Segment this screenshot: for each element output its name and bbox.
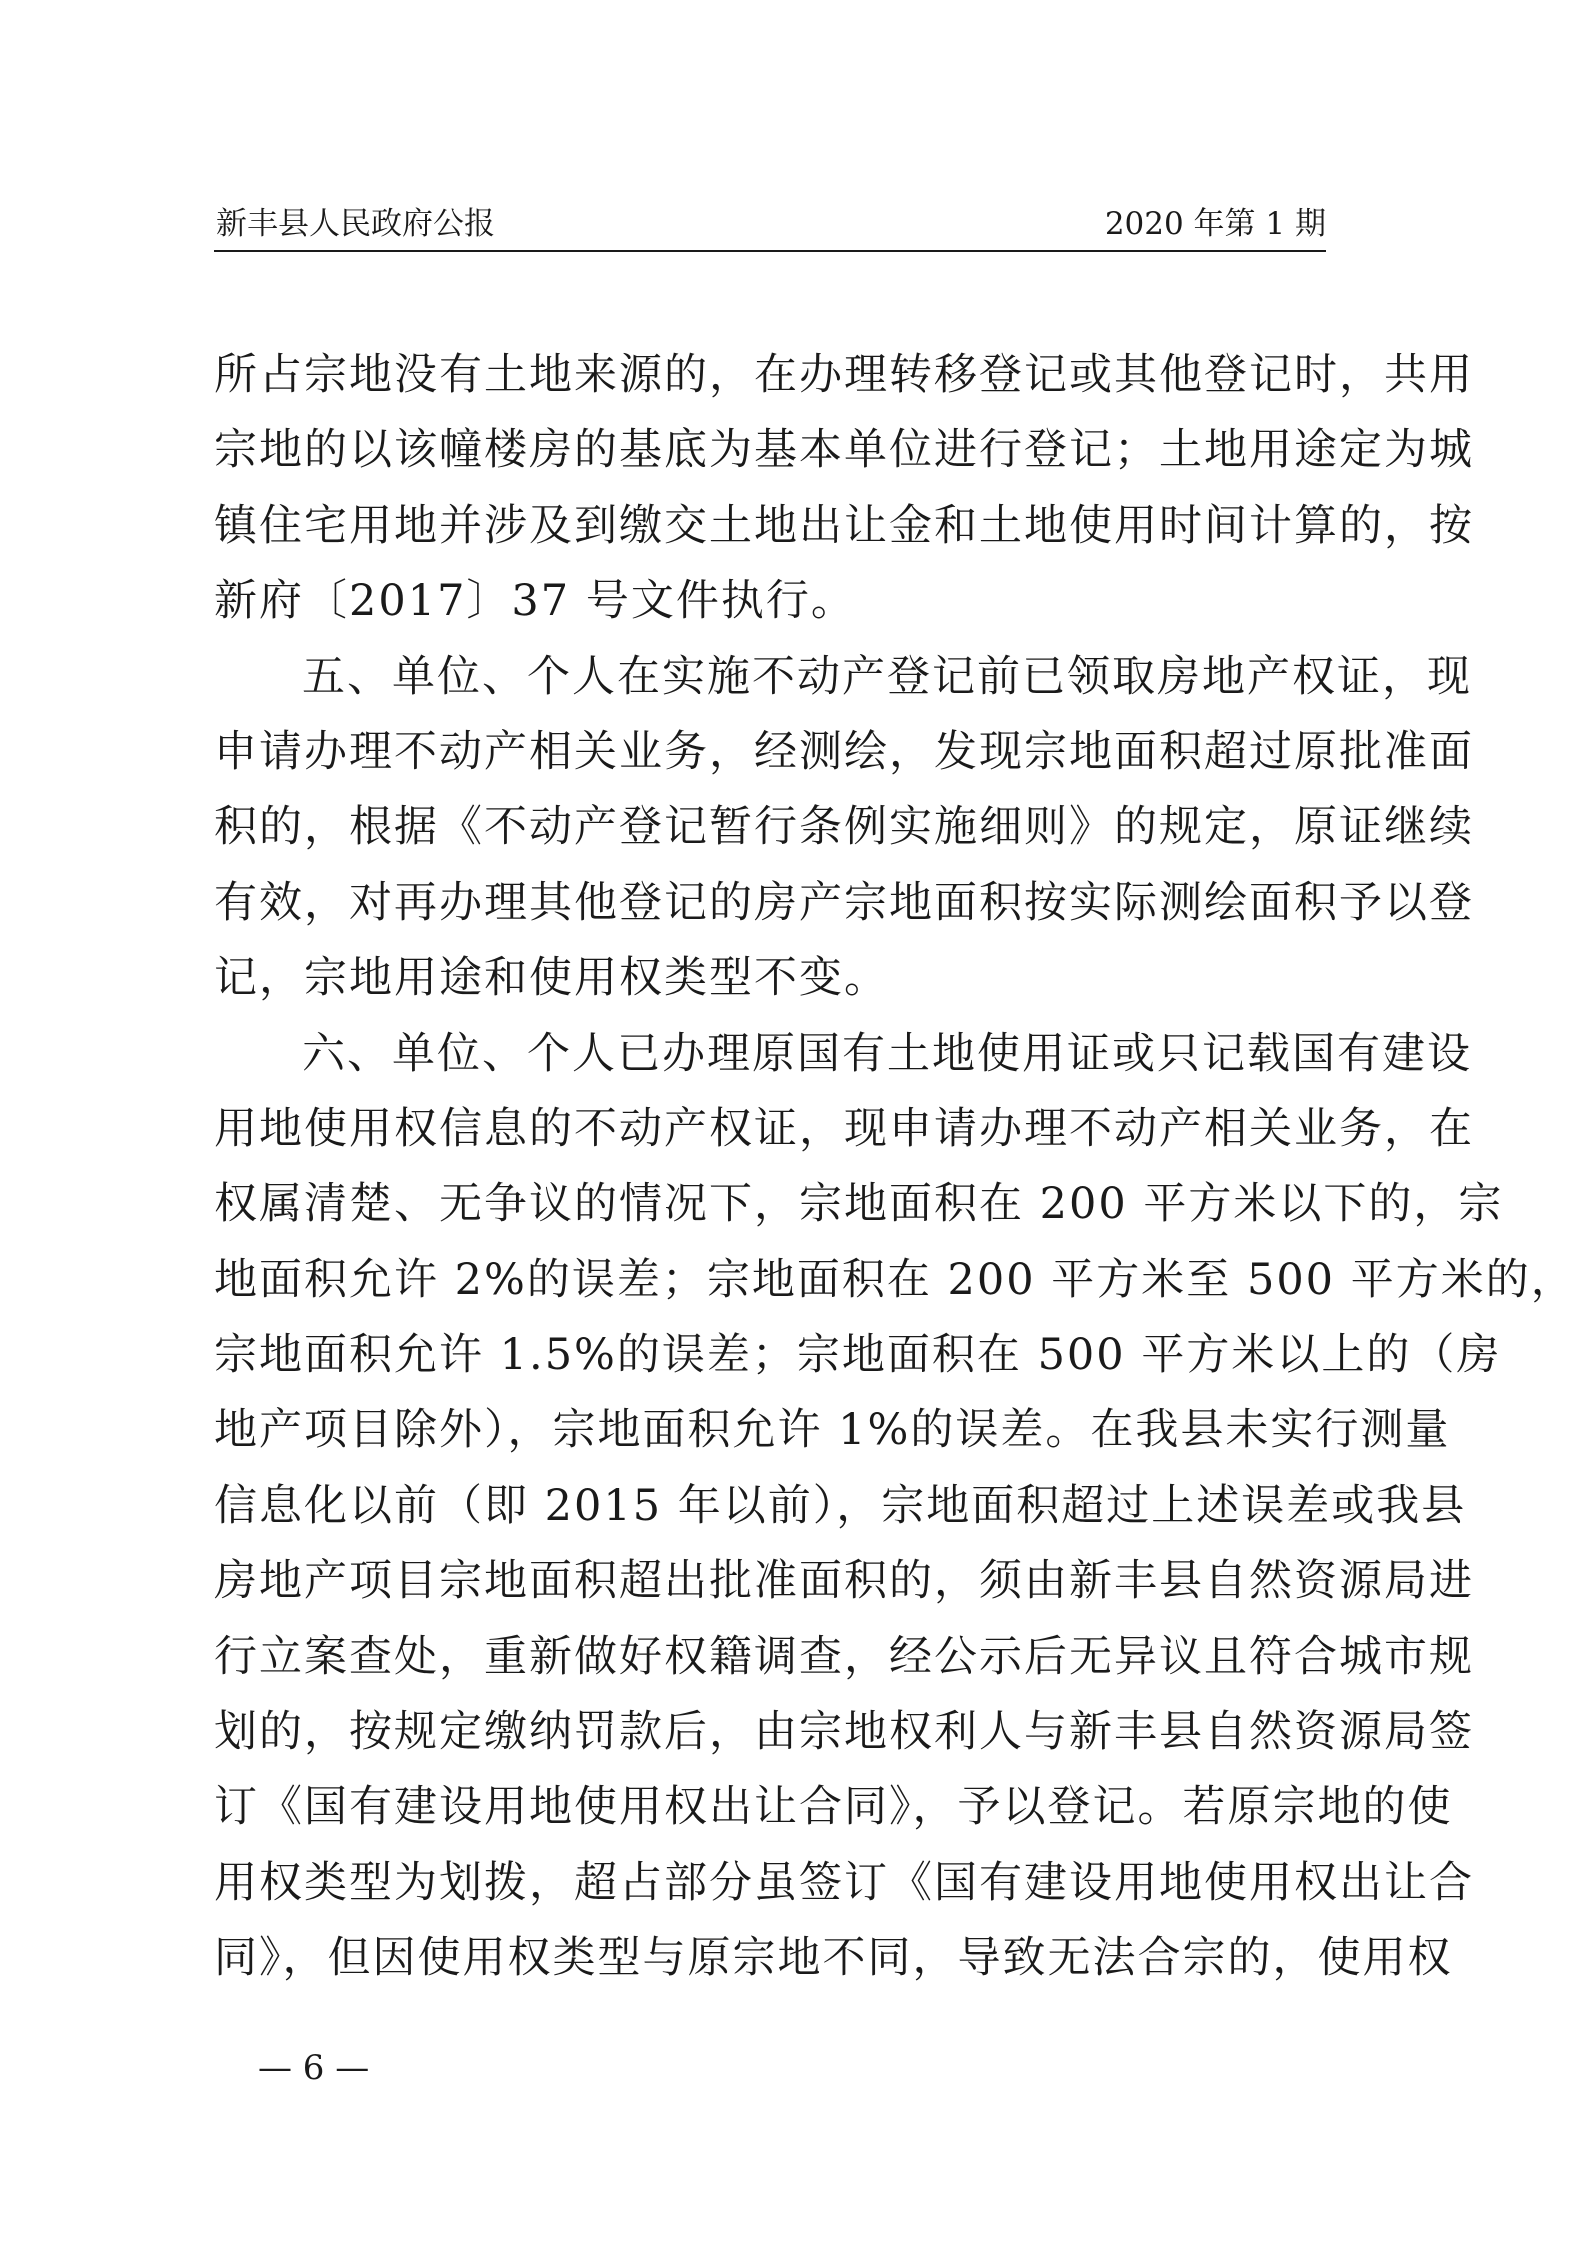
text-line: 记，宗地用途和使用权类型不变。	[214, 953, 889, 1004]
page-header	[214, 200, 1326, 252]
text-line: 申请办理不动产相关业务，经测绘，发现宗地面积超过原批准面	[214, 726, 1474, 777]
text-line: 划的，按规定缴纳罚款后，由宗地权利人与新丰县自然资源局签	[214, 1707, 1474, 1758]
page-number: — 6 —	[258, 2048, 370, 2088]
text-line: 积的，根据《不动产登记暂行条例实施细则》的规定，原证继续	[214, 802, 1474, 853]
paragraph-3	[214, 1017, 1576, 1997]
text-line: 地面积允许 2%的误差；宗地面积在 200 平方米至 500 平方米的，	[214, 1254, 1576, 1305]
text-line: 有效，对再办理其他登记的房产宗地面积按实际测绘面积予以登	[214, 877, 1474, 928]
text-line: 同》，但因使用权类型与原宗地不同，导致无法合宗的，使用权	[214, 1933, 1453, 1984]
text-line: 宗地的以该幢楼房的基底为基本单位进行登记；土地用途定为城	[214, 425, 1474, 476]
text-line: 用权类型为划拨，超占部分虽签订《国有建设用地使用权出让合	[214, 1857, 1474, 1908]
paragraph-2	[214, 640, 1474, 1017]
publication-title: 新丰县人民政府公报	[216, 206, 495, 242]
text-line: 所占宗地没有土地来源的，在办理转移登记或其他登记时，共用	[214, 350, 1474, 400]
page-body	[214, 338, 1576, 1997]
text-line: 六、单位、个人已办理原国有土地使用证或只记载国有建设	[302, 1028, 1472, 1079]
text-line: 新府〔2017〕37 号文件执行。	[214, 576, 856, 627]
text-line: 订《国有建设用地使用权出让合同》，予以登记。若原宗地的使	[214, 1782, 1453, 1833]
text-line: 宗地面积允许 1.5%的误差；宗地面积在 500 平方米以上的（房	[214, 1330, 1502, 1381]
text-line: 镇住宅用地并涉及到缴交土地出让金和土地使用时间计算的，按	[214, 500, 1474, 551]
text-line: 用地使用权信息的不动产权证，现申请办理不动产相关业务，在	[214, 1103, 1474, 1154]
text-line: 地产项目除外），宗地面积允许 1%的误差。在我县未实行测量	[214, 1405, 1451, 1456]
text-line: 五、单位、个人在实施不动产登记前已领取房地产权证，现	[302, 651, 1472, 702]
paragraph-1	[214, 338, 1474, 640]
text-line: 房地产项目宗地面积超出批准面积的，须由新丰县自然资源局进	[214, 1556, 1474, 1607]
issue-number: 2020 年第 1 期	[1104, 206, 1326, 242]
text-line: 信息化以前（即 2015 年以前），宗地面积超过上述误差或我县	[214, 1480, 1467, 1531]
text-line: 权属清楚、无争议的情况下，宗地面积在 200 平方米以下的，宗	[214, 1179, 1504, 1230]
text-line: 行立案查处，重新做好权籍调查，经公示后无异议且符合城市规	[214, 1631, 1474, 1682]
